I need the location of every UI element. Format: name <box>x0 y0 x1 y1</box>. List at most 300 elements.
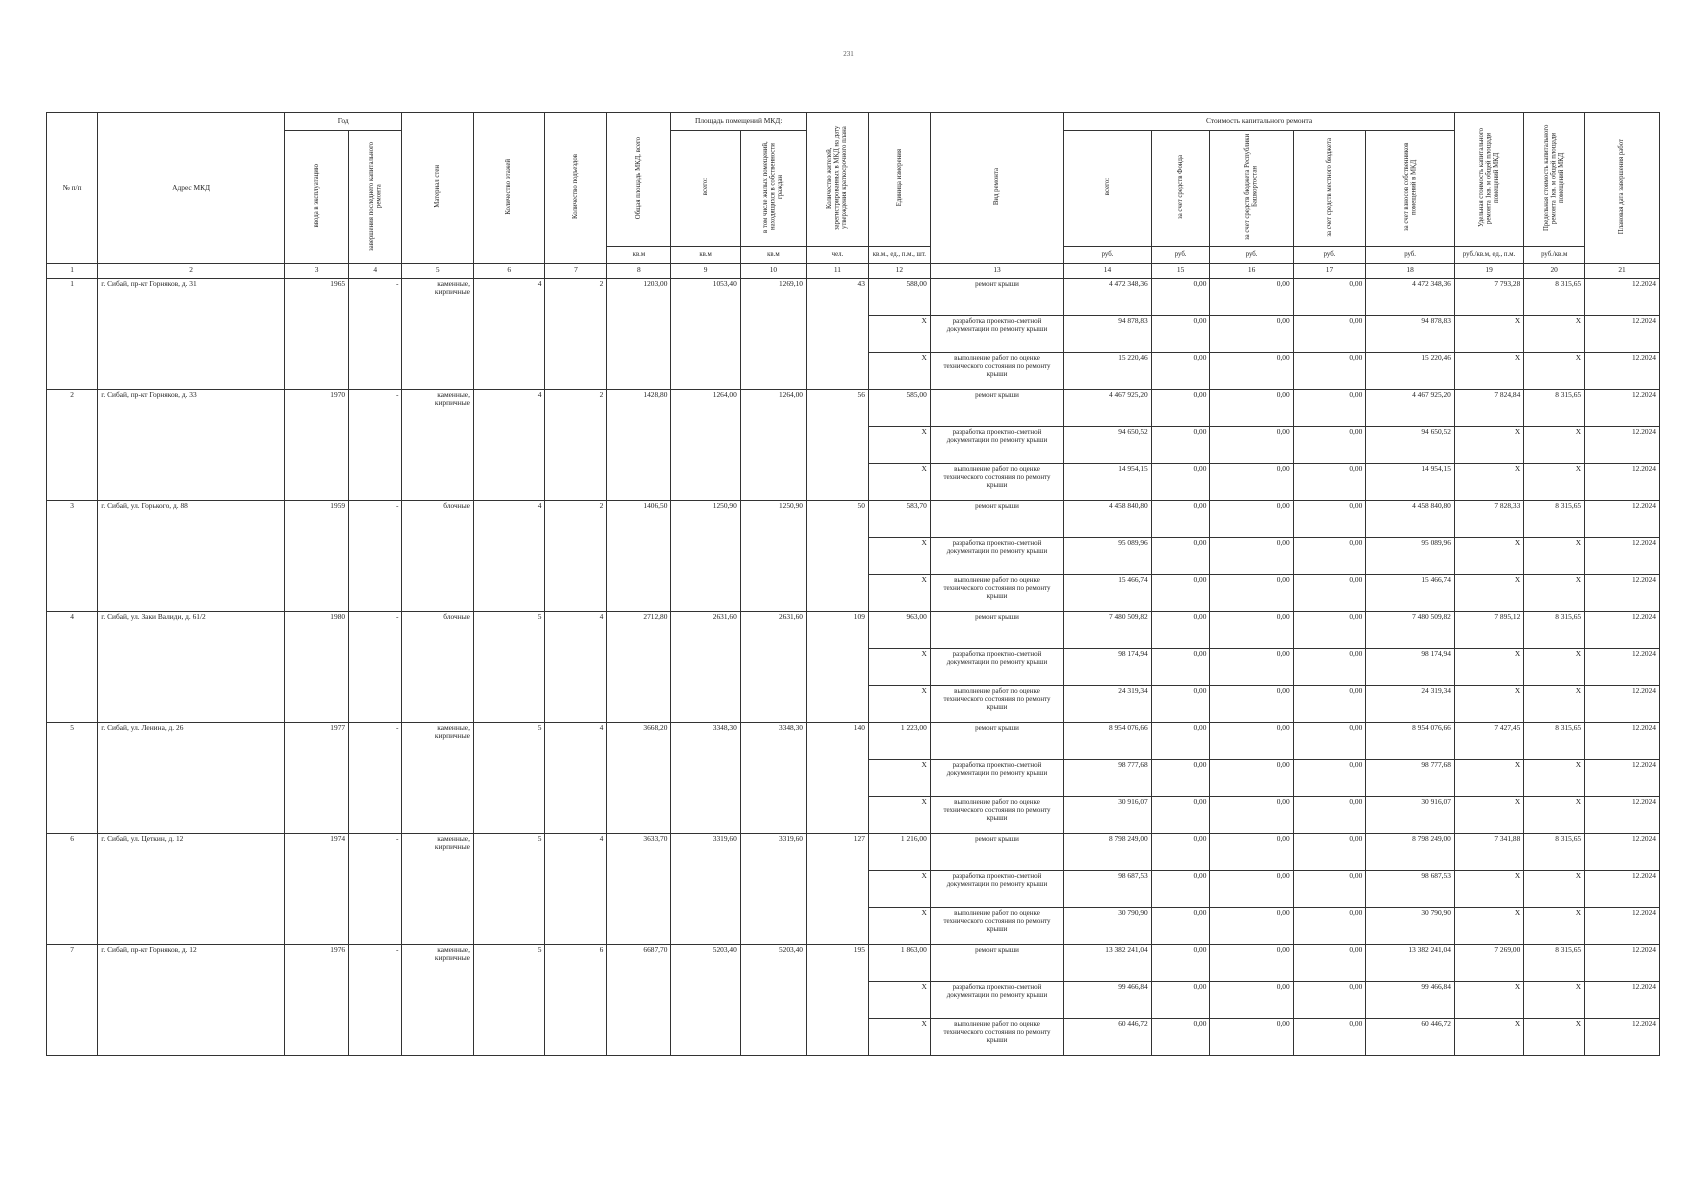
cost-republic: 0,00 <box>1210 1018 1293 1055</box>
building-address: г. Сибай, ул. Ленина, д. 26 <box>98 722 285 833</box>
header-premises-group: Площадь помещений МКД: <box>671 113 807 131</box>
unit-cost-owners: руб. <box>1366 246 1455 263</box>
cost-fund: 0,00 <box>1151 944 1210 981</box>
row-number: 7 <box>47 944 98 1055</box>
floors-count: 4 <box>473 389 545 500</box>
unit-cost-total: руб. <box>1064 246 1152 263</box>
page-number: 231 <box>843 50 854 58</box>
max-cost: X <box>1524 352 1585 389</box>
year-last-repair: - <box>349 500 402 611</box>
premises-total: 3319,60 <box>671 833 740 944</box>
completion-date: 12.2024 <box>1585 500 1660 537</box>
work-quantity: 588,00 <box>868 278 930 315</box>
cost-fund: 0,00 <box>1151 611 1210 648</box>
row-number: 6 <box>47 833 98 944</box>
cost-fund: 0,00 <box>1151 278 1210 315</box>
max-cost: 8 315,65 <box>1524 500 1585 537</box>
year-last-repair: - <box>349 944 402 1055</box>
work-quantity: X <box>868 574 930 611</box>
total-area: 6687,70 <box>607 944 671 1055</box>
table-row <box>47 611 1660 648</box>
column-number: 6 <box>473 263 545 278</box>
cost-owners: 8 954 076,66 <box>1366 722 1455 759</box>
residents-count: 195 <box>806 944 868 1055</box>
cost-republic: 0,00 <box>1210 537 1293 574</box>
unit-cost: X <box>1454 315 1523 352</box>
completion-date: 12.2024 <box>1585 389 1660 426</box>
cost-owners: 15 220,46 <box>1366 352 1455 389</box>
unit-cost: X <box>1454 685 1523 722</box>
cost-owners: 8 798 249,00 <box>1366 833 1455 870</box>
floors-count: 5 <box>473 833 545 944</box>
cost-total: 15 466,74 <box>1064 574 1152 611</box>
repair-type: выполнение работ по оценке технического состояния по ремонту крыши <box>930 685 1063 722</box>
premises-residential: 2631,60 <box>740 611 806 722</box>
repair-type: разработка проектно-сметной документации по ремонту крыши <box>930 315 1063 352</box>
residents-count: 140 <box>806 722 868 833</box>
unit-premises-total: кв.м <box>671 246 740 263</box>
completion-date: 12.2024 <box>1585 648 1660 685</box>
unit-cost: X <box>1454 463 1523 500</box>
completion-date: 12.2024 <box>1585 278 1660 315</box>
cost-republic: 0,00 <box>1210 426 1293 463</box>
repair-type: ремонт крыши <box>930 500 1063 537</box>
completion-date: 12.2024 <box>1585 463 1660 500</box>
work-quantity: X <box>868 907 930 944</box>
cost-owners: 94 878,83 <box>1366 315 1455 352</box>
unit-residents: чел. <box>806 246 868 263</box>
cost-republic: 0,00 <box>1210 722 1293 759</box>
year-commission: 1965 <box>285 278 349 389</box>
unit-cost: X <box>1454 907 1523 944</box>
total-area: 3633,70 <box>607 833 671 944</box>
floors-count: 4 <box>473 278 545 389</box>
unit-cost: 7 269,00 <box>1454 944 1523 981</box>
entrances-count: 2 <box>545 500 607 611</box>
repair-type: ремонт крыши <box>930 833 1063 870</box>
cost-owners: 30 790,90 <box>1366 907 1455 944</box>
completion-date: 12.2024 <box>1585 907 1660 944</box>
cost-local: 0,00 <box>1293 648 1366 685</box>
cost-total: 60 446,72 <box>1064 1018 1152 1055</box>
premises-residential: 3348,30 <box>740 722 806 833</box>
repair-type: ремонт крыши <box>930 722 1063 759</box>
header-completion-date: Плановая дата завершения работ <box>1585 113 1660 264</box>
cost-owners: 4 467 925,20 <box>1366 389 1455 426</box>
max-cost: X <box>1524 315 1585 352</box>
header-cost-owners: за счет взносов собственников помещений в МКД <box>1366 131 1455 247</box>
cost-total: 8 798 249,00 <box>1064 833 1152 870</box>
repair-type: ремонт крыши <box>930 278 1063 315</box>
cost-owners: 99 466,84 <box>1366 981 1455 1018</box>
premises-total: 1053,40 <box>671 278 740 389</box>
row-number: 3 <box>47 500 98 611</box>
unit-cost: X <box>1454 981 1523 1018</box>
cost-republic: 0,00 <box>1210 870 1293 907</box>
year-last-repair: - <box>349 389 402 500</box>
premises-total: 3348,30 <box>671 722 740 833</box>
repair-type: выполнение работ по оценке технического состояния по ремонту крыши <box>930 907 1063 944</box>
year-last-repair: - <box>349 833 402 944</box>
cost-total: 15 220,46 <box>1064 352 1152 389</box>
completion-date: 12.2024 <box>1585 685 1660 722</box>
cost-local: 0,00 <box>1293 500 1366 537</box>
entrances-count: 6 <box>545 944 607 1055</box>
completion-date: 12.2024 <box>1585 944 1660 981</box>
work-quantity: 1 863,00 <box>868 944 930 981</box>
year-commission: 1970 <box>285 389 349 500</box>
unit-unit-cost: руб./кв.м, ед., п.м. <box>1454 246 1523 263</box>
residents-count: 43 <box>806 278 868 389</box>
cost-total: 94 878,83 <box>1064 315 1152 352</box>
residents-count: 50 <box>806 500 868 611</box>
cost-republic: 0,00 <box>1210 796 1293 833</box>
wall-material: блочные <box>402 611 474 722</box>
premises-residential: 3319,60 <box>740 833 806 944</box>
unit-cost: 7 427,45 <box>1454 722 1523 759</box>
column-number: 16 <box>1210 263 1293 278</box>
cost-fund: 0,00 <box>1151 574 1210 611</box>
completion-date: 12.2024 <box>1585 833 1660 870</box>
max-cost: X <box>1524 981 1585 1018</box>
completion-date: 12.2024 <box>1585 981 1660 1018</box>
cost-fund: 0,00 <box>1151 685 1210 722</box>
work-quantity: X <box>868 981 930 1018</box>
work-quantity: X <box>868 463 930 500</box>
wall-material: каменные, кирпичные <box>402 278 474 389</box>
year-commission: 1976 <box>285 944 349 1055</box>
unit-cost: 7 793,28 <box>1454 278 1523 315</box>
cost-fund: 0,00 <box>1151 315 1210 352</box>
header-unit-cost: Удельная стоимость капитального ремонта 1кв. м общей площади помещений МКД <box>1454 113 1523 247</box>
unit-cost-local: руб. <box>1293 246 1366 263</box>
cost-owners: 24 319,34 <box>1366 685 1455 722</box>
floors-count: 5 <box>473 722 545 833</box>
cost-total: 98 687,53 <box>1064 870 1152 907</box>
cost-total: 98 777,68 <box>1064 759 1152 796</box>
header-total-area: Общая площадь МКД, всего <box>607 113 671 247</box>
building-address: г. Сибай, пр-кт Горняков, д. 33 <box>98 389 285 500</box>
cost-total: 8 954 076,66 <box>1064 722 1152 759</box>
work-quantity: X <box>868 870 930 907</box>
unit-cost: X <box>1454 426 1523 463</box>
repair-type: разработка проектно-сметной документации по ремонту крыши <box>930 426 1063 463</box>
entrances-count: 2 <box>545 278 607 389</box>
premises-residential: 1250,90 <box>740 500 806 611</box>
cost-local: 0,00 <box>1293 981 1366 1018</box>
header-premises-residential: в том числе жилых помещений, находящихся в собственности граждан <box>740 131 806 247</box>
cost-republic: 0,00 <box>1210 500 1293 537</box>
header-year-group: Год <box>285 113 402 131</box>
entrances-count: 4 <box>545 611 607 722</box>
cost-local: 0,00 <box>1293 389 1366 426</box>
cost-owners: 95 089,96 <box>1366 537 1455 574</box>
row-number: 4 <box>47 611 98 722</box>
work-quantity: X <box>868 1018 930 1055</box>
cost-local: 0,00 <box>1293 1018 1366 1055</box>
unit-cost: X <box>1454 537 1523 574</box>
column-number: 3 <box>285 263 349 278</box>
cost-republic: 0,00 <box>1210 759 1293 796</box>
cost-local: 0,00 <box>1293 833 1366 870</box>
cost-fund: 0,00 <box>1151 389 1210 426</box>
cost-total: 99 466,84 <box>1064 981 1152 1018</box>
repair-type: разработка проектно-сметной документации по ремонту крыши <box>930 759 1063 796</box>
cost-fund: 0,00 <box>1151 981 1210 1018</box>
column-numbers-row <box>47 263 1660 278</box>
total-area: 2712,80 <box>607 611 671 722</box>
cost-republic: 0,00 <box>1210 315 1293 352</box>
cost-total: 4 467 925,20 <box>1064 389 1152 426</box>
cost-total: 98 174,94 <box>1064 648 1152 685</box>
header-floors: Количество этажей <box>473 113 545 264</box>
cost-fund: 0,00 <box>1151 907 1210 944</box>
column-number: 17 <box>1293 263 1366 278</box>
table-row <box>47 278 1660 315</box>
premises-total: 1250,90 <box>671 500 740 611</box>
unit-cost-fund: руб. <box>1151 246 1210 263</box>
max-cost: X <box>1524 796 1585 833</box>
completion-date: 12.2024 <box>1585 352 1660 389</box>
cost-local: 0,00 <box>1293 759 1366 796</box>
cost-local: 0,00 <box>1293 574 1366 611</box>
cost-republic: 0,00 <box>1210 463 1293 500</box>
repair-type: разработка проектно-сметной документации по ремонту крыши <box>930 981 1063 1018</box>
table-row <box>47 944 1660 981</box>
max-cost: X <box>1524 685 1585 722</box>
header-premises-total: всего: <box>671 131 740 247</box>
column-number: 11 <box>806 263 868 278</box>
entrances-count: 4 <box>545 833 607 944</box>
header-residents: Количество жителей, зарегистрированных в МКД на дату утверждения краткосрочного плана <box>806 113 868 247</box>
column-number: 2 <box>98 263 285 278</box>
completion-date: 12.2024 <box>1585 426 1660 463</box>
cost-total: 95 089,96 <box>1064 537 1152 574</box>
cost-local: 0,00 <box>1293 463 1366 500</box>
premises-residential: 1269,10 <box>740 278 806 389</box>
repair-type: выполнение работ по оценке технического состояния по ремонту крыши <box>930 796 1063 833</box>
work-quantity: X <box>868 352 930 389</box>
column-number: 20 <box>1524 263 1585 278</box>
header-cost-group: Стоимость капитального ремонта <box>1064 113 1455 131</box>
cost-fund: 0,00 <box>1151 426 1210 463</box>
year-commission: 1977 <box>285 722 349 833</box>
cost-republic: 0,00 <box>1210 574 1293 611</box>
unit-cost: 7 895,12 <box>1454 611 1523 648</box>
column-number: 4 <box>349 263 402 278</box>
floors-count: 4 <box>473 500 545 611</box>
row-number: 1 <box>47 278 98 389</box>
cost-republic: 0,00 <box>1210 352 1293 389</box>
cost-total: 30 790,90 <box>1064 907 1152 944</box>
wall-material: каменные, кирпичные <box>402 722 474 833</box>
repair-type: ремонт крыши <box>930 611 1063 648</box>
premises-total: 5203,40 <box>671 944 740 1055</box>
cost-total: 24 319,34 <box>1064 685 1152 722</box>
work-quantity: 1 216,00 <box>868 833 930 870</box>
cost-republic: 0,00 <box>1210 833 1293 870</box>
unit-measure: кв.м., ед., п.м., шт. <box>868 246 930 263</box>
max-cost: X <box>1524 907 1585 944</box>
cost-local: 0,00 <box>1293 611 1366 648</box>
cost-fund: 0,00 <box>1151 648 1210 685</box>
cost-fund: 0,00 <box>1151 833 1210 870</box>
cost-fund: 0,00 <box>1151 796 1210 833</box>
header-cost-total: всего: <box>1064 131 1152 247</box>
year-last-repair: - <box>349 611 402 722</box>
cost-owners: 14 954,15 <box>1366 463 1455 500</box>
table-row <box>47 722 1660 759</box>
cost-total: 4 458 840,80 <box>1064 500 1152 537</box>
cost-local: 0,00 <box>1293 870 1366 907</box>
column-number: 21 <box>1585 263 1660 278</box>
floors-count: 5 <box>473 944 545 1055</box>
total-area: 1428,80 <box>607 389 671 500</box>
cost-owners: 7 480 509,82 <box>1366 611 1455 648</box>
table-row <box>47 833 1660 870</box>
unit-cost: X <box>1454 759 1523 796</box>
column-number: 18 <box>1366 263 1455 278</box>
cost-republic: 0,00 <box>1210 389 1293 426</box>
work-quantity: 1 223,00 <box>868 722 930 759</box>
repair-type: ремонт крыши <box>930 389 1063 426</box>
unit-cost: 7 341,88 <box>1454 833 1523 870</box>
work-quantity: X <box>868 685 930 722</box>
row-number: 5 <box>47 722 98 833</box>
premises-total: 2631,60 <box>671 611 740 722</box>
cost-local: 0,00 <box>1293 685 1366 722</box>
wall-material: каменные, кирпичные <box>402 389 474 500</box>
header-year-commission: ввода в эксплуатацию <box>285 131 349 264</box>
cost-owners: 94 650,52 <box>1366 426 1455 463</box>
cost-local: 0,00 <box>1293 537 1366 574</box>
cost-owners: 98 687,53 <box>1366 870 1455 907</box>
cost-owners: 60 446,72 <box>1366 1018 1455 1055</box>
table-body <box>47 278 1660 1055</box>
header-no: № п/п <box>47 113 98 264</box>
max-cost: X <box>1524 648 1585 685</box>
unit-total-area: кв.м <box>607 246 671 263</box>
cost-local: 0,00 <box>1293 426 1366 463</box>
header-unit-measure: Единица измерения <box>868 113 930 247</box>
cost-owners: 30 916,07 <box>1366 796 1455 833</box>
year-commission: 1980 <box>285 611 349 722</box>
building-address: г. Сибай, пр-кт Горняков, д. 31 <box>98 278 285 389</box>
column-number: 7 <box>545 263 607 278</box>
repair-type: разработка проектно-сметной документации по ремонту крыши <box>930 537 1063 574</box>
year-last-repair: - <box>349 722 402 833</box>
entrances-count: 4 <box>545 722 607 833</box>
wall-material: каменные, кирпичные <box>402 944 474 1055</box>
work-quantity: X <box>868 315 930 352</box>
building-address: г. Сибай, ул. Цеткин, д. 12 <box>98 833 285 944</box>
cost-fund: 0,00 <box>1151 759 1210 796</box>
cost-fund: 0,00 <box>1151 537 1210 574</box>
table-row <box>47 389 1660 426</box>
cost-local: 0,00 <box>1293 315 1366 352</box>
column-number: 12 <box>868 263 930 278</box>
max-cost: 8 315,65 <box>1524 611 1585 648</box>
work-quantity: 583,70 <box>868 500 930 537</box>
cost-republic: 0,00 <box>1210 981 1293 1018</box>
max-cost: X <box>1524 537 1585 574</box>
completion-date: 12.2024 <box>1585 574 1660 611</box>
work-quantity: X <box>868 426 930 463</box>
header-max-cost: Предельная стоимость капитального ремонта 1кв. м общей площади помещений МКД <box>1524 113 1585 247</box>
total-area: 1203,00 <box>607 278 671 389</box>
repair-type: выполнение работ по оценке технического состояния по ремонту крыши <box>930 574 1063 611</box>
unit-cost: X <box>1454 574 1523 611</box>
completion-date: 12.2024 <box>1585 722 1660 759</box>
column-number: 19 <box>1454 263 1523 278</box>
unit-cost: X <box>1454 870 1523 907</box>
column-number: 13 <box>930 263 1063 278</box>
completion-date: 12.2024 <box>1585 315 1660 352</box>
table-row <box>47 500 1660 537</box>
cost-owners: 15 466,74 <box>1366 574 1455 611</box>
max-cost: X <box>1524 574 1585 611</box>
work-quantity: X <box>868 537 930 574</box>
building-address: г. Сибай, пр-кт Горняков, д. 12 <box>98 944 285 1055</box>
year-last-repair: - <box>349 278 402 389</box>
cost-total: 7 480 509,82 <box>1064 611 1152 648</box>
column-number: 15 <box>1151 263 1210 278</box>
column-number: 9 <box>671 263 740 278</box>
cost-fund: 0,00 <box>1151 352 1210 389</box>
header-year-last-repair: завершения последнего капитального ремонта <box>349 131 402 264</box>
max-cost: X <box>1524 426 1585 463</box>
header-repair-type: Вид ремонта <box>930 113 1063 264</box>
cost-local: 0,00 <box>1293 352 1366 389</box>
header-cost-republic: за счет средств бюджета Республики Башкортостан <box>1210 131 1293 247</box>
cost-local: 0,00 <box>1293 907 1366 944</box>
cost-fund: 0,00 <box>1151 870 1210 907</box>
cost-total: 14 954,15 <box>1064 463 1152 500</box>
unit-cost: X <box>1454 648 1523 685</box>
work-quantity: X <box>868 759 930 796</box>
max-cost: X <box>1524 759 1585 796</box>
completion-date: 12.2024 <box>1585 870 1660 907</box>
repair-type: разработка проектно-сметной документации по ремонту крыши <box>930 870 1063 907</box>
work-quantity: X <box>868 648 930 685</box>
max-cost: 8 315,65 <box>1524 944 1585 981</box>
completion-date: 12.2024 <box>1585 1018 1660 1055</box>
cost-republic: 0,00 <box>1210 648 1293 685</box>
header-entrances: Количество подъездов <box>545 113 607 264</box>
completion-date: 12.2024 <box>1585 759 1660 796</box>
repair-type: выполнение работ по оценке технического состояния по ремонту крыши <box>930 463 1063 500</box>
residents-count: 109 <box>806 611 868 722</box>
cost-total: 94 650,52 <box>1064 426 1152 463</box>
work-quantity: 963,00 <box>868 611 930 648</box>
wall-material: каменные, кирпичные <box>402 833 474 944</box>
column-number: 8 <box>607 263 671 278</box>
repair-type: разработка проектно-сметной документации по ремонту крыши <box>930 648 1063 685</box>
max-cost: X <box>1524 463 1585 500</box>
unit-cost: 7 828,33 <box>1454 500 1523 537</box>
work-quantity: 585,00 <box>868 389 930 426</box>
cost-owners: 4 472 348,36 <box>1366 278 1455 315</box>
cost-local: 0,00 <box>1293 722 1366 759</box>
cost-fund: 0,00 <box>1151 463 1210 500</box>
capital-repair-table <box>46 112 1660 1056</box>
cost-local: 0,00 <box>1293 278 1366 315</box>
unit-cost: X <box>1454 796 1523 833</box>
cost-owners: 4 458 840,80 <box>1366 500 1455 537</box>
floors-count: 5 <box>473 611 545 722</box>
unit-max-cost: руб./кв.м <box>1524 246 1585 263</box>
cost-republic: 0,00 <box>1210 278 1293 315</box>
